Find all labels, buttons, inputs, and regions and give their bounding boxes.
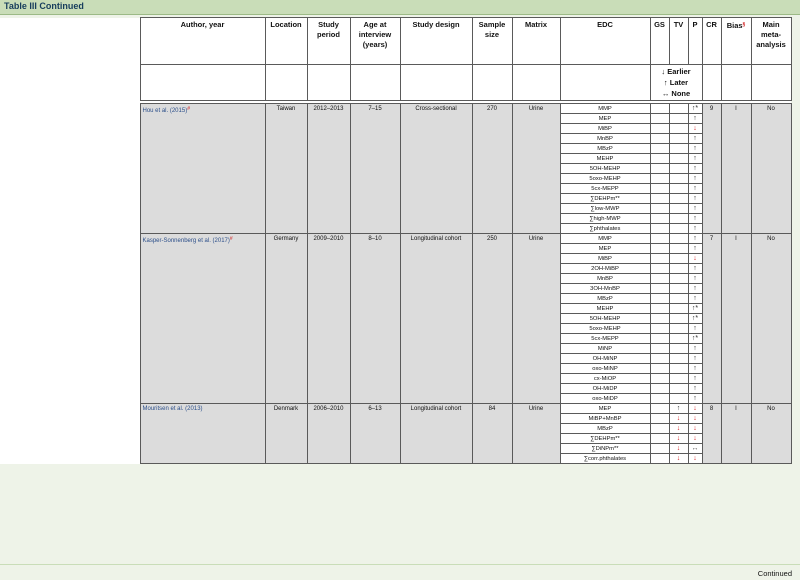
- tv-cell: [669, 274, 688, 284]
- gs-cell: [650, 454, 669, 464]
- p-cell: ↑: [688, 364, 702, 374]
- tv-cell: ↓: [669, 414, 688, 424]
- p-cell: ↑: [688, 264, 702, 274]
- col-matrix: Matrix: [512, 18, 560, 65]
- author-link[interactable]: Hou et al. (2015): [142, 108, 188, 114]
- study-age: 6–13: [350, 404, 400, 464]
- left-margin-cell: [0, 234, 140, 404]
- gs-cell: [650, 244, 669, 254]
- p-cell: ↑: [688, 224, 702, 234]
- study-cr: 7: [702, 234, 721, 404]
- p-cell: ↑: [688, 294, 702, 304]
- gs-cell: [650, 394, 669, 404]
- p-cell: ↑: [688, 274, 702, 284]
- p-cell: ↑: [688, 384, 702, 394]
- edc-name: MBzP: [560, 144, 650, 154]
- p-cell: ↑: [688, 234, 702, 244]
- study-matrix: Urine: [512, 234, 560, 404]
- table-title: Table III Continued: [4, 1, 84, 11]
- gs-cell: [650, 424, 669, 434]
- edc-name: ∑DEHPm**: [560, 194, 650, 204]
- author-link[interactable]: Mouritsen et al. (2013): [142, 406, 203, 412]
- tv-cell: [669, 294, 688, 304]
- study-author: [140, 234, 265, 404]
- table-row: [0, 404, 791, 414]
- p-cell: ↑: [688, 114, 702, 124]
- header-row: [0, 18, 791, 65]
- gs-cell: [650, 374, 669, 384]
- legend-row: [0, 65, 791, 101]
- p-cell: ↑: [688, 164, 702, 174]
- left-margin-cell: [0, 404, 140, 464]
- edc-name: MiBP: [560, 254, 650, 264]
- gs-cell: [650, 224, 669, 234]
- tv-cell: [669, 334, 688, 344]
- tv-cell: [669, 244, 688, 254]
- study-bias: I: [721, 404, 751, 464]
- col-bias: [721, 18, 751, 65]
- tv-cell: [669, 394, 688, 404]
- study-design: Cross-sectional: [400, 104, 472, 234]
- study-bias: I: [721, 104, 751, 234]
- gs-cell: [650, 204, 669, 214]
- tv-cell: [669, 354, 688, 364]
- p-cell: ↓: [688, 424, 702, 434]
- col-p: P: [688, 18, 702, 65]
- gs-cell: [650, 134, 669, 144]
- tv-cell: [669, 364, 688, 374]
- footnote-mark: #: [187, 106, 190, 112]
- gs-cell: [650, 114, 669, 124]
- tv-cell: [669, 314, 688, 324]
- edc-name: ∑high-MWP: [560, 214, 650, 224]
- tv-cell: [669, 284, 688, 294]
- p-cell: ↑: [688, 184, 702, 194]
- continued-label: Continued: [757, 569, 792, 578]
- p-cell: ↑: [688, 244, 702, 254]
- gs-cell: [650, 184, 669, 194]
- p-cell: ↑: [688, 284, 702, 294]
- study-period: 2006–2010: [307, 404, 350, 464]
- tv-cell: [669, 114, 688, 124]
- study-main-meta: No: [751, 234, 791, 404]
- p-cell: ↑*: [688, 104, 702, 114]
- edc-name: 5oxo-MEHP: [560, 174, 650, 184]
- table-title-bar: [0, 0, 800, 15]
- tv-cell: [669, 194, 688, 204]
- gs-cell: [650, 144, 669, 154]
- study-age: 8–10: [350, 234, 400, 404]
- tv-cell: ↓: [669, 444, 688, 454]
- study-main-meta: No: [751, 104, 791, 234]
- table-row: [0, 234, 791, 244]
- col-design: Study design: [400, 18, 472, 65]
- edc-name: cx-MiOP: [560, 374, 650, 384]
- edc-name: MMP: [560, 234, 650, 244]
- p-cell: ↓: [688, 254, 702, 264]
- legend-earlier: ↓ Earlier: [661, 67, 691, 76]
- edc-name: MnBP: [560, 274, 650, 284]
- edc-name: oxo-MiDP: [560, 394, 650, 404]
- study-location: Taiwan: [265, 104, 307, 234]
- col-edc: EDC: [560, 18, 650, 65]
- p-cell: ↑: [688, 204, 702, 214]
- p-cell: ↓: [688, 124, 702, 134]
- col-age: Age at interview (years): [350, 18, 400, 65]
- p-cell: ↑: [688, 134, 702, 144]
- gs-cell: [650, 104, 669, 114]
- p-cell: ↑: [688, 374, 702, 384]
- left-margin-cell: [0, 104, 140, 234]
- gs-cell: [650, 344, 669, 354]
- edc-name: ∑low-MWP: [560, 204, 650, 214]
- gs-cell: [650, 334, 669, 344]
- edc-name: 3OH-MnBP: [560, 284, 650, 294]
- edc-name: 5oxo-MEHP: [560, 324, 650, 334]
- edc-name: MiBP+MnBP: [560, 414, 650, 424]
- p-cell: ↔: [688, 444, 702, 454]
- tv-cell: [669, 124, 688, 134]
- p-cell: ↑: [688, 324, 702, 334]
- edc-name: MEP: [560, 114, 650, 124]
- legend-later: ↑ Later: [663, 78, 689, 87]
- gs-cell: [650, 174, 669, 184]
- study-sample-size: 84: [472, 404, 512, 464]
- gs-cell: [650, 414, 669, 424]
- edc-name: MBzP: [560, 424, 650, 434]
- gs-cell: [650, 304, 669, 314]
- footer-rule: [0, 564, 800, 565]
- study-location: Denmark: [265, 404, 307, 464]
- study-sample-size: 250: [472, 234, 512, 404]
- tv-cell: ↓: [669, 454, 688, 464]
- gs-cell: [650, 434, 669, 444]
- tv-cell: [669, 234, 688, 244]
- tv-cell: [669, 184, 688, 194]
- gs-cell: [650, 124, 669, 134]
- gs-cell: [650, 364, 669, 374]
- col-main: Main meta-analysis: [751, 18, 791, 65]
- tv-cell: [669, 374, 688, 384]
- tv-cell: [669, 204, 688, 214]
- edc-name: MEP: [560, 404, 650, 414]
- gs-cell: [650, 254, 669, 264]
- study-bias: I: [721, 234, 751, 404]
- gs-cell: [650, 354, 669, 364]
- gs-cell: [650, 274, 669, 284]
- tv-cell: ↓: [669, 434, 688, 444]
- col-sample: Sample size: [472, 18, 512, 65]
- tv-cell: [669, 174, 688, 184]
- study-design: Longitudinal cohort: [400, 404, 472, 464]
- gs-cell: [650, 444, 669, 454]
- edc-name: MnBP: [560, 134, 650, 144]
- col-bias-label: Bias: [726, 21, 743, 30]
- edc-name: MiBP: [560, 124, 650, 134]
- col-location: Location: [265, 18, 307, 65]
- tv-cell: [669, 144, 688, 154]
- table-row: [0, 104, 791, 114]
- edc-name: MEHP: [560, 304, 650, 314]
- col-author: Author, year: [140, 18, 265, 65]
- study-sample-size: 270: [472, 104, 512, 234]
- edc-name: 5OH-MEHP: [560, 164, 650, 174]
- tv-cell: [669, 254, 688, 264]
- tv-cell: [669, 324, 688, 334]
- p-cell: ↑: [688, 214, 702, 224]
- p-cell: ↑: [688, 394, 702, 404]
- edc-name: MEHP: [560, 154, 650, 164]
- p-cell: ↑*: [688, 334, 702, 344]
- gs-cell: [650, 194, 669, 204]
- direction-legend: [650, 65, 702, 101]
- edc-name: oxo-MiNP: [560, 364, 650, 374]
- tv-cell: [669, 154, 688, 164]
- legend-none: ↔ None: [661, 89, 691, 98]
- tv-cell: [669, 344, 688, 354]
- col-tv: TV: [669, 18, 688, 65]
- gs-cell: [650, 264, 669, 274]
- tv-cell: [669, 134, 688, 144]
- study-cr: 9: [702, 104, 721, 234]
- edc-name: OH-MiNP: [560, 354, 650, 364]
- edc-name: 5cx-MEPP: [560, 334, 650, 344]
- edc-name: MMP: [560, 104, 650, 114]
- col-gs: GS: [650, 18, 669, 65]
- tv-cell: [669, 384, 688, 394]
- edc-name: MBzP: [560, 294, 650, 304]
- study-location: Germany: [265, 234, 307, 404]
- p-cell: ↓: [688, 434, 702, 444]
- p-cell: ↑*: [688, 314, 702, 324]
- tv-cell: [669, 104, 688, 114]
- p-cell: ↑: [688, 194, 702, 204]
- gs-cell: [650, 154, 669, 164]
- edc-name: MiNP: [560, 344, 650, 354]
- edc-name: ∑DEHPm**: [560, 434, 650, 444]
- gs-cell: [650, 234, 669, 244]
- study-main-meta: No: [751, 404, 791, 464]
- p-cell: ↑: [688, 154, 702, 164]
- col-cr: CR: [702, 18, 721, 65]
- gs-cell: [650, 284, 669, 294]
- tv-cell: ↓: [669, 424, 688, 434]
- tv-cell: [669, 224, 688, 234]
- bias-footnote-mark: §: [742, 22, 746, 28]
- study-period: 2009–2010: [307, 234, 350, 404]
- edc-name: ∑phthalates: [560, 224, 650, 234]
- gs-cell: [650, 294, 669, 304]
- gs-cell: [650, 314, 669, 324]
- edc-name: MEP: [560, 244, 650, 254]
- data-table: [0, 17, 792, 464]
- edc-name: 5cx-MEPP: [560, 184, 650, 194]
- footnote-mark: #: [229, 236, 233, 242]
- p-cell: ↑: [688, 174, 702, 184]
- gs-cell: [650, 214, 669, 224]
- edc-name: ∑DiNPm**: [560, 444, 650, 454]
- study-author: [140, 404, 265, 464]
- p-cell: ↓: [688, 454, 702, 464]
- edc-name: OH-MiDP: [560, 384, 650, 394]
- p-cell: ↑: [688, 144, 702, 154]
- p-cell: ↓: [688, 404, 702, 414]
- gs-cell: [650, 384, 669, 394]
- tv-cell: [669, 264, 688, 274]
- tv-cell: ↑: [669, 404, 688, 414]
- study-matrix: Urine: [512, 104, 560, 234]
- gs-cell: [650, 404, 669, 414]
- study-matrix: Urine: [512, 404, 560, 464]
- author-link[interactable]: Kasper-Sonnenberg et al. (2017): [142, 238, 230, 244]
- edc-name: 2OH-MiBP: [560, 264, 650, 274]
- edc-name: ∑corr.phthalates: [560, 454, 650, 464]
- p-cell: ↑: [688, 344, 702, 354]
- p-cell: ↑*: [688, 304, 702, 314]
- tv-cell: [669, 164, 688, 174]
- study-period: 2012–2013: [307, 104, 350, 234]
- gs-cell: [650, 324, 669, 334]
- study-author: [140, 104, 265, 234]
- col-period: Study period: [307, 18, 350, 65]
- study-age: 7–15: [350, 104, 400, 234]
- study-cr: 8: [702, 404, 721, 464]
- edc-name: 5OH-MEHP: [560, 314, 650, 324]
- gs-cell: [650, 164, 669, 174]
- tv-cell: [669, 304, 688, 314]
- p-cell: ↓: [688, 414, 702, 424]
- study-design: Longitudinal cohort: [400, 234, 472, 404]
- tv-cell: [669, 214, 688, 224]
- p-cell: ↑: [688, 354, 702, 364]
